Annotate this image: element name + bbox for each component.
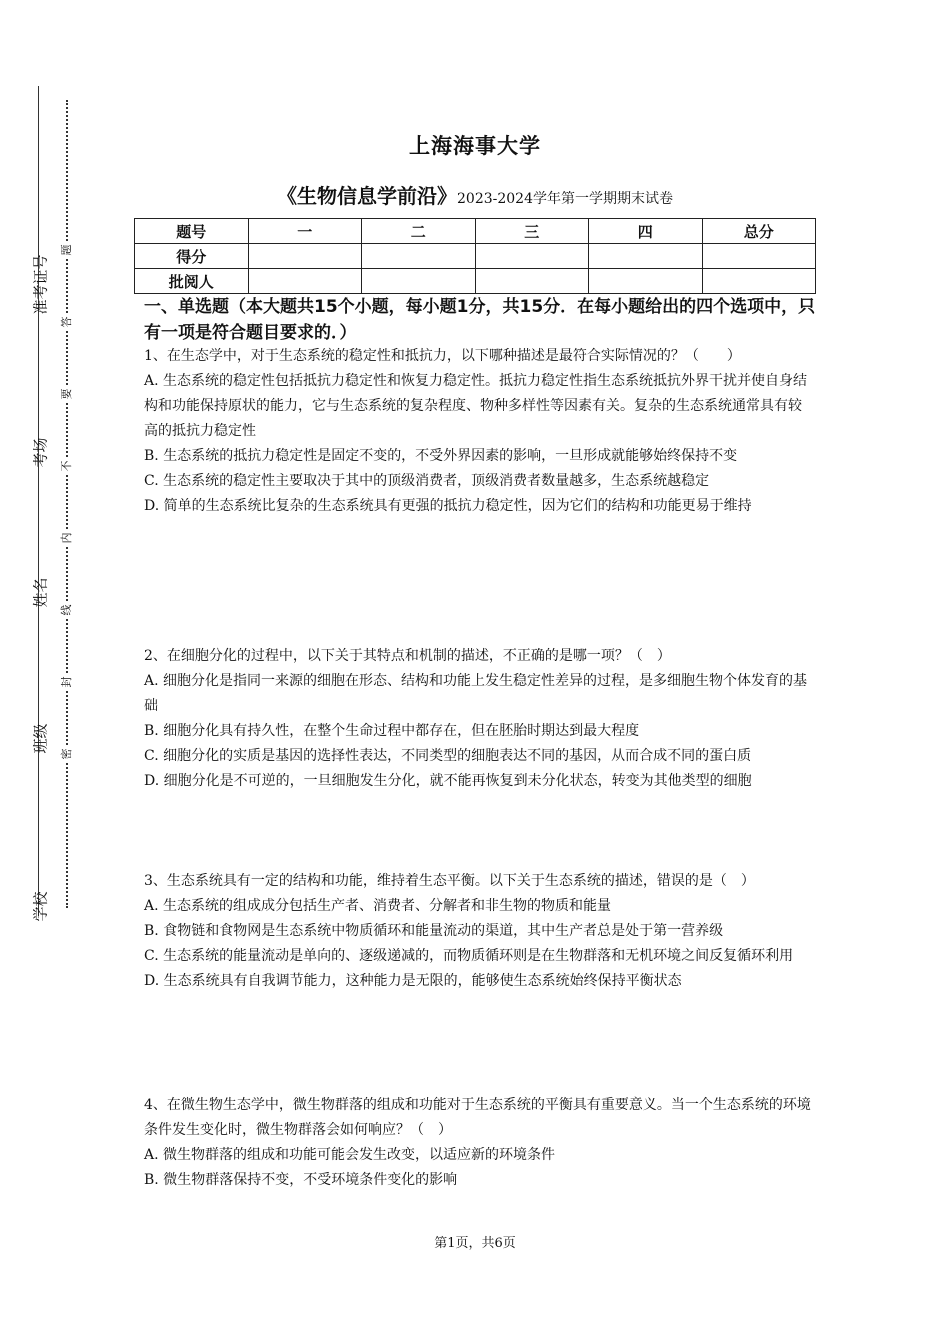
seal-char: 要 [60,388,73,400]
option: B. 微生物群落保持不变，不受环境条件变化的影响 [144,1172,458,1188]
question-stem: 4、在微生物生态学中，微生物群落的组成和功能对于生态系统的平衡具有重要意义。当一个生态系统的环境条件发生变化时，微生物群落会如何响应？（ ） [144,1097,811,1138]
reviewer-cell [362,269,476,294]
seal-char: 线 [60,604,73,616]
option: D. 细胞分化是不可逆的，一旦细胞发生分化，就不能再恢复到未分化状态，转变为其他类型的细胞 [144,773,752,789]
option: D. 生态系统具有自我调节能力，这种能力是无限的，能够使生态系统始终保持平衡状态 [144,973,682,989]
score-cell [702,244,816,269]
class-label: 班级 [31,723,50,754]
score-cell [475,244,589,269]
reviewer-row [135,269,816,294]
row-label: 批阅人 [135,269,249,294]
question-2 [144,644,812,794]
binding-underline [38,86,39,916]
school-label: 学校 [31,891,50,922]
option: A. 生态系统的组成成分包括生产者、消费者、分解者和非生物的物质和能量 [144,898,612,914]
score-cell [362,244,476,269]
table-header-cell: 总分 [702,219,816,244]
table-header-cell: 四 [589,219,703,244]
option: C. 生态系统的稳定性主要取决于其中的顶级消费者，顶级消费者数量越多，生态系统越稳定 [144,473,710,489]
page-number: 第1页，共6页 [434,1236,516,1251]
university-name: 上海海事大学 [409,134,541,158]
seal-char: 内 [60,532,73,544]
option: A. 微生物群落的组成和功能可能会发生改变，以适应新的环境条件 [144,1147,556,1163]
section-title: 一、单选题（本大题共15个小题，每小题1分，共15分．在每小题给出的四个选项中，只有一项是符合题目要求的．） [144,297,816,343]
table-header-cell: 题号 [135,219,249,244]
question-stem: 2、在细胞分化的过程中，以下关于其特点和机制的描述，不正确的是哪一项？（ ） [144,648,671,664]
seal-char: 答 [60,316,73,328]
question-stem: 1、在生态学中，对于生态系统的稳定性和抵抗力，以下哪种描述是最符合实际情况的？（ ） [144,348,741,364]
reviewer-cell [702,269,816,294]
course-name: 《生物信息学前沿》 [277,184,457,208]
option: D. 简单的生态系统比复杂的生态系统具有更强的抵抗力稳定性，因为它们的结构和功能更易于维持 [144,498,752,514]
reviewer-cell [589,269,703,294]
table-header-cell: 二 [362,219,476,244]
question-3 [144,869,812,994]
seal-char: 密 [60,748,73,760]
seal-dotted-line [66,100,68,908]
exam-term: 2023-2024学年第一学期期末试卷 [457,191,673,207]
score-cell [589,244,703,269]
option: A. 细胞分化是指同一来源的细胞在形态、结构和功能上发生稳定性差异的过程，是多细胞生物个体发育的基础 [144,673,808,714]
score-table [134,218,816,294]
score-row [135,244,816,269]
seal-char: 封 [60,676,73,688]
question-1 [144,344,812,519]
reviewer-cell [475,269,589,294]
row-label: 得分 [135,244,249,269]
question-stem: 3、生态系统具有一定的结构和功能，维持着生态平衡。以下关于生态系统的描述，错误的是（ ） [144,873,755,889]
admission-number-label: 准考证号 [31,254,50,315]
question-4 [144,1093,812,1193]
option: B. 食物链和食物网是生态系统中物质循环和能量流动的渠道，其中生产者总是处于第一营养级 [144,923,724,939]
seal-char: 题 [60,244,73,256]
table-header-cell: 一 [248,219,362,244]
name-label: 姓名 [31,577,50,608]
option: A. 生态系统的稳定性包括抵抗力稳定性和恢复力稳定性。抵抗力稳定性指生态系统抵抗外界干扰并使自身结构和功能保持原状的能力，它与生态系统的复杂程度、物种多样性等因素有关。复杂的生态系统通常具有较高的抵抗力稳定性 [144,373,808,439]
score-table-header-row [135,219,816,244]
exam-room-label: 考场 [31,437,50,468]
option: C. 生态系统的能量流动是单向的、逐级递减的，而物质循环则是在生物群落和无机环境之间反复循环利用 [144,948,794,964]
option: B. 生态系统的抵抗力稳定性是固定不变的，不受外界因素的影响，一旦形成就能够始终保持不变 [144,448,738,464]
score-cell [248,244,362,269]
option: B. 细胞分化具有持久性，在整个生命过程中都存在，但在胚胎时期达到最大程度 [144,723,640,739]
exam-title [0,180,950,209]
option: C. 细胞分化的实质是基因的选择性表达，不同类型的细胞表达不同的基因，从而合成不同的蛋白质 [144,748,752,764]
seal-char: 不 [60,460,73,472]
table-header-cell: 三 [475,219,589,244]
reviewer-cell [248,269,362,294]
